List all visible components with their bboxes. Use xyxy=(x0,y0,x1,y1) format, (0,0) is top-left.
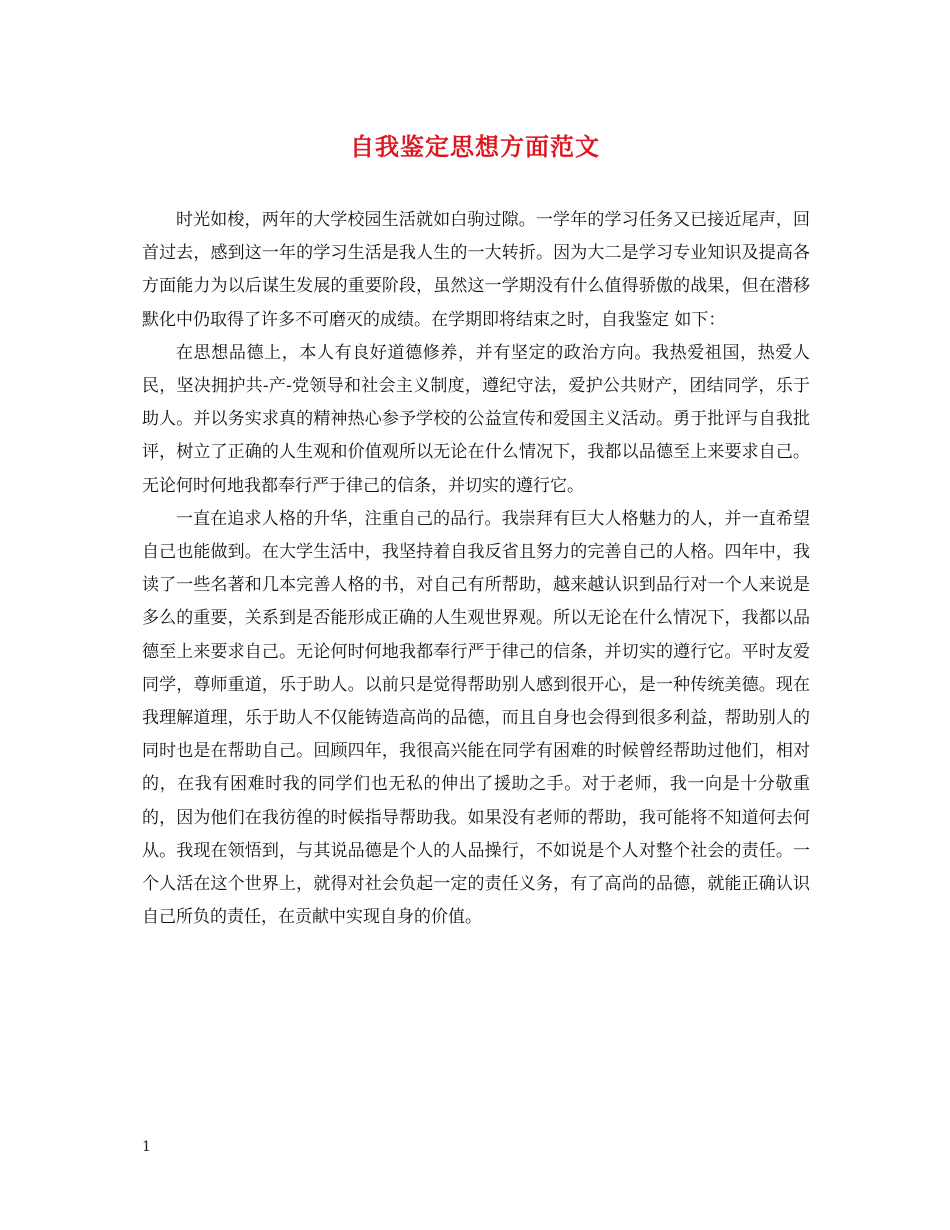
page-number: 1 xyxy=(142,1139,151,1155)
paragraph-personality: 一直在追求人格的升华，注重自己的品行。我崇拜有巨大人格魅力的人，并一直希望自己也能做到。在大学生活中，我坚持着自我反省且努力的完善自己的人格。四年中，我读了一些名著和几本完善人格的书，对自己有所帮助，越来越认识到品行对一个人来说是多么的重要，关系到是否能形成正确的人生观世界观。所以无论在什么情况下，我都以品德至上来要求自己。无论何时何地我都奉行严于律己的信条，并切实的遵行它。平时友爱同学，尊师重道，乐于助人。以前只是觉得帮助别人感到很开心，是一种传统美德。现在我理解道理，乐于助人不仅能铸造高尚的品德，而且自身也会得到很多利益，帮助别人的同时也是在帮助自己。回顾四年，我很高兴能在同学有困难的时候曾经帮助过他们，相对的，在我有困难时我的同学们也无私的伸出了援助之手。对于老师，我一向是十分敬重的，因为他们在我彷徨的时候指导帮助我。如果没有老师的帮助，我可能将不知道何去何从。我现在领悟到，与其说品德是个人的人品操行，不如说是个人对整个社会的责任。一个人活在这个世界上，就得对社会负起一定的责任义务，有了高尚的品德，就能正确认识自己所负的责任，在贡献中实现自身的价值。 xyxy=(142,508,810,928)
document-title: 自我鉴定思想方面范文 xyxy=(350,133,600,161)
paragraph-intro: 时光如梭，两年的大学校园生活就如白驹过隙。一学年的学习任务又已接近尾声，回首过去，感到这一年的学习生活是我人生的一大转折。因为大二是学习专业知识及提高各方面能力为以后谋生发展的重要阶段，虽然这一学期没有什么值得骄傲的战果，但在潜移默化中仍取得了许多不可磨灭的成绩。在学期即将结束之时，自我鉴定 如下： xyxy=(142,210,810,330)
paragraph-moral-character: 在思想品德上，本人有良好道德修养，并有坚定的政治方向。我热爱祖国，热爱人民，坚决拥护共-产-党领导和社会主义制度，遵纪守法，爱护公共财产，团结同学，乐于助人。并以务实求真的精神热心参予学校的公益宣传和爱国主义活动。勇于批评与自我批评，树立了正确的人生观和价值观所以无论在什么情况下，我都以品德至上来要求自己。无论何时何地我都奉行严于律己的信条，并切实的遵行它。 xyxy=(142,342,810,496)
document-body xyxy=(142,204,810,934)
